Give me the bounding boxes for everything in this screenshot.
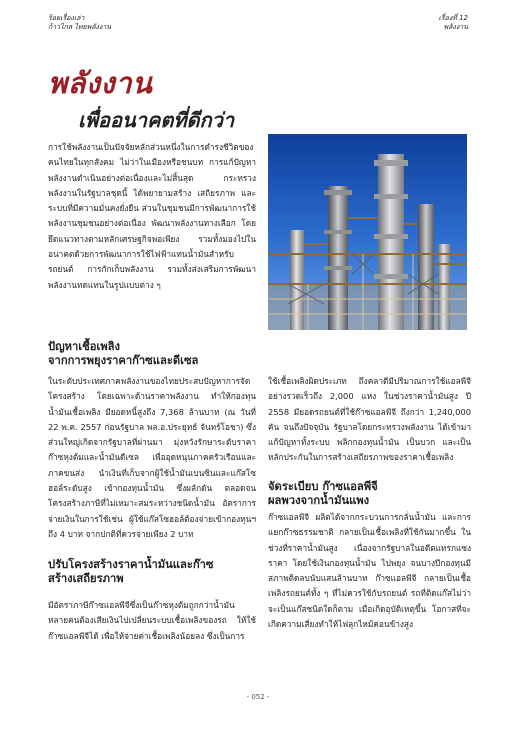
- lpg-paragraph: ก๊าซแอลพีจี ผลิตได้จากกระบวนการกลั่นน้ำมัน และการแยกก๊าซธรรมชาติ กลายเป็นเชื้อเพลิงที่ใช้กันมากขึ้น ในช่วงที่ราคาน้ำมันสูง เนื่องจากรัฐบาลในอดีตแทรกแซงราคา โดยใช้เงินกองทุนน้ำมัน ไปพยุง จนบางปีกองทุนมีสภาพติดลบนับแสนล้านบาท ก๊าซแอลพีจี กลายเป็นเชื้อเพลิงรถยนต์ทั้ง ๆ ที่ไม่ควรใช้กับรถยนต์ รถที่ติดแก๊สไม่ว่าจะเป็นแก๊สชนิดใดก็ตาม เมื่อเกิดอุบัติเหตุขึ้น โอกาสที่จะเกิดความเสี่ยงทำให้ไฟลุกไหม้ค่อนข้างสูง: [268, 512, 471, 630]
- fuel-problem-continued-paragraph: ใช้เชื้อเพลิงผิดประเภท ถึงคลาดีมีปริมาณการใช้แอลพีจีอย่างรวดเร็วถึง 2,000 แห่ง ในช่วงราคาน้ำมันสูง ปี 2558 มียอดรถยนต์ที่ใช้ก๊าซแอลพีจี ถึงกว่า 1,240,000 คัน จนถึงปัจจุบัน รัฐบาลโดยกระทรวงพลังงาน ได้เข้ามาแก้ปัญหาทั้งระบบ พลิกกองทุนน้ำมัน เป็นบวก และเป็นหลักประกันในการสร้างเสถียรภาพของราคาเชื้อเพลิง: [268, 376, 471, 463]
- page-subtitle: เพื่ออนาคตที่ดีกว่า: [78, 108, 235, 132]
- section-heading-line2: จากการพยุงราคาก๊าซและดีเซล: [48, 354, 199, 367]
- section-heading-line1: จัดระเบียบ ก๊าซแอลพีจี: [268, 480, 378, 493]
- page-title: พลังงาน: [48, 66, 153, 100]
- refinery-photo: [268, 134, 467, 330]
- book-subtitle: ก้าวไกล ไทยพลังงาน: [48, 23, 112, 31]
- chapter-number: เรื่องที่ 12: [438, 14, 468, 22]
- fuel-problem-paragraph: ในระดับประเทศภาคพลังงานของไทยประสบปัญหาการจัดโครงสร้าง โดยเฉพาะด้านราคาพลังงาน ทำให้กองทุนน้ำมันเชื้อเพลิง มียอดหนี้สูงถึง 7,368 ล้านบาท (ณ วันที่ 22 พ.ค. 2557 ก่อนรัฐบาล พล.อ.ประยุทธ์ จันทร์โอชา) ซึ่งส่วนใหญ่เกิดจากรัฐบาลที่ผ่านมา มุ่งหวังรักษาระดับราคาก๊าซหุงต้มและน้ำมันดีเซล เพื่ออุดหนุนภาคครัวเรือนและภาคขนส่ง นำเงินที่เก็บจากผู้ใช้น้ำมันเบนซินและแก๊สโซฮอล์ระดับสูง เข้ากองทุนน้ำมัน ซึ่งผลักดัน ตลอดจนโครงสร้างภาษีที่ไม่เหมาะสมระหว่างชนิดน้ำมัน อัตราการจ่ายเงินในการใช้เช่น ผู้ใช้แก๊สโซฮอล์ต้องจ่ายเข้ากองทุนฯ ถึง 4 บาท จากปกติที่ควรจ่ายเพียง 2 บาท: [48, 376, 256, 539]
- section-heading-line1: ปัญหาเชื้อเพลิง: [48, 340, 120, 353]
- refinery-illustration: [268, 134, 467, 330]
- header-left: [48, 14, 111, 32]
- section-heading-price-structure: [48, 558, 214, 586]
- section-heading-line1: ปรับโครงสร้างราคาน้ำมันและก๊าซ: [48, 558, 214, 571]
- chapter-topic: พลังงาน: [443, 23, 468, 31]
- section-heading-fuel-problem: [48, 340, 198, 368]
- page-number: - 052 -: [246, 693, 270, 701]
- price-structure-paragraph: มีอัตราภาษีก๊าซแอลพีจีซึ่งเป็นก๊าซหุงต้มถูกกว่าน้ำมัน หลายคนต้องเสียเงินไปเปลี่ยนระบบเชื้อเพลิงของรถ ให้ใช้ก๊าซแอลพีจีได้ เพื่อให้จ่ายค่าเชื้อเพลิงน้อยลง ซึ่งเป็นการ: [48, 600, 256, 641]
- header-right: [438, 14, 468, 32]
- section-heading-line2: สร้างเสถียรภาพ: [48, 572, 124, 585]
- book-title: ร้อยเรื่องเล่า: [48, 14, 85, 22]
- intro-paragraph: การใช้พลังงานเป็นปัจจัยหลักส่วนหนึ่งในการดำรงชีวิตของคนไทยในทุกสังคม ไม่ว่าในเมืองหรือชนบท การแก้ปัญหาพลังงานดำเนินอย่างต่อเนื่องและไม่สิ้นสุด กระทรวงพลังงานในรัฐบาลชุดนี้ ได้พยายามสร้าง เสถียรภาพ และระบบที่มีความมั่นคงยั่งยืน ส่วนในชุมชนมีการพัฒนาการใช้พลังงานชุมชนอย่างต่อเนื่อง พัฒนาพลังงานทางเลือก โดยยึดแนวทางตามหลักเศรษฐกิจพอเพียง รวมทั้งมองไปในอนาคตด้วยการพัฒนาการใช้ไฟฟ้าแทนน้ำมันสำหรับ รถยนต์ การกักเก็บพลังงาน รวมทั้งส่งเสริมการพัฒนาพลังงานทดแทนในรูปแบบต่าง ๆ: [48, 142, 256, 290]
- section-heading-line2: ผลพวงจากน้ำมันแพง: [268, 494, 370, 507]
- section-heading-lpg: [268, 480, 378, 508]
